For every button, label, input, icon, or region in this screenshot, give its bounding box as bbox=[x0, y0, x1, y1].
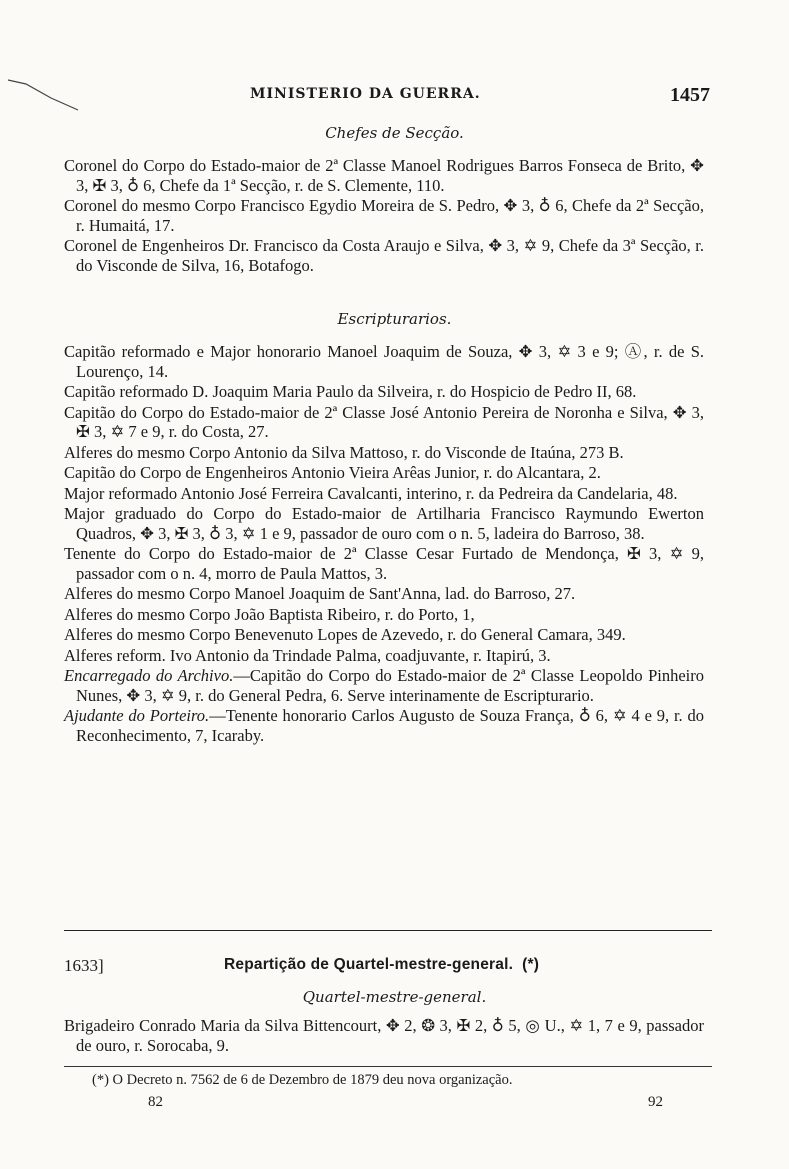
entry-escripturario-5: Capitão do Corpo de Engenheiros Antonio Vieira Arêas Junior, r. do Alcantara, 2. bbox=[64, 463, 601, 482]
porteiro-text: —Tenente honorario Carlos Augusto de Souza França, ♁ 6, ✡ 4 e 9, r. do Reconhecimento, 7, Icaraby. bbox=[76, 706, 705, 745]
margin-pen-mark bbox=[6, 74, 86, 114]
chefes-entries bbox=[64, 156, 704, 276]
entry-escripturario-7: Major graduado do Corpo do Estado-maior de Artilharia Francisco Raymundo Ewerton Quadros, ✥ 3, ✠ 3, ♁ 3, ✡ 1 e 9, passador de ouro com o n. 5, ladeira do Barroso, 38. bbox=[64, 504, 704, 543]
entry-escripturario-12: Alferes reform. Ivo Antonio da Trindade Palma, coadjuvante, r. Itapirú, 3. bbox=[64, 645, 551, 665]
section-note-marker: (*) bbox=[522, 956, 540, 973]
folio-left: 82 bbox=[148, 1094, 163, 1110]
page-number: 1457 bbox=[670, 84, 710, 106]
entry-escripturario-6: Major reformado Antonio José Ferreira Cavalcanti, interino, r. da Pedreira da Candelaria, 48. bbox=[64, 483, 678, 503]
running-header bbox=[250, 86, 710, 110]
entry-escripturario-11: Alferes do mesmo Corpo Benevenuto Lopes de Azevedo, r. do General Camara, 349. bbox=[64, 625, 626, 644]
section-heading-quartel: Quartel-mestre-general. bbox=[302, 988, 487, 1006]
section-heading-escripturarios: Escripturarios. bbox=[337, 310, 452, 328]
quartel-entries bbox=[64, 1016, 704, 1056]
entry-escripturario-8: Tenente do Corpo do Estado-maior de 2ª Classe Cesar Furtado de Mendonça, ✠ 3, ✡ 9, passador com o n. 4, morro de Paula Mattos, 3. bbox=[64, 544, 704, 583]
entry-escripturario-3: Capitão do Corpo do Estado-maior de 2ª Classe José Antonio Pereira de Noronha e Silva, ✥ 3, ✠ 3, ✡ 7 e 9, r. do Costa, 27. bbox=[64, 402, 704, 441]
entry-escripturario-4: Alferes do mesmo Corpo Antonio da Silva Mattoso, r. do Visconde de Itaúna, 273 B. bbox=[64, 442, 624, 462]
section-number: 1633] bbox=[64, 956, 104, 975]
entry-quartel-1: Brigadeiro Conrado Maria da Silva Bittencourt, ✥ 2, ❂ 3, ✠ 2, ♁ 5, ◎ U., ✡ 1, 7 e 9, passador de ouro, r. Sorocaba, 9. bbox=[64, 1016, 704, 1055]
entry-escripturario-1: Capitão reformado e Major honorario Manoel Joaquim de Souza, ✥ 3, ✡ 3 e 9; Ⓐ, r. de S. Lourenço, 14. bbox=[64, 342, 704, 381]
entry-escripturario-10: Alferes do mesmo Corpo João Baptista Ribeiro, r. do Porto, 1, bbox=[64, 604, 475, 624]
footnote: (*) O Decreto n. 7562 de 6 de Dezembro de 1879 deu nova organização. bbox=[92, 1072, 513, 1088]
entry-escripturario-2: Capitão reformado D. Joaquim Maria Paulo da Silveira, r. do Hospicio de Pedro II, 68. bbox=[64, 382, 637, 401]
section-title-text: Repartição de Quartel-mestre-general. bbox=[224, 956, 514, 973]
footnote-rule bbox=[64, 1066, 712, 1067]
running-title: MINISTERIO DA GUERRA. bbox=[250, 86, 481, 102]
section-title-quartel bbox=[224, 956, 539, 974]
entry-escripturario-9: Alferes do mesmo Corpo Manoel Joaquim de Sant'Anna, lad. do Barroso, 27. bbox=[64, 584, 576, 603]
porteiro-lead: Ajudante do Porteiro. bbox=[64, 706, 210, 725]
entry-chefe-3: Coronel de Engenheiros Dr. Francisco da Costa Araujo e Silva, ✥ 3, ✡ 9, Chefe da 3ª Secção, r. do Visconde de Silva, 16, Botafogo. bbox=[64, 236, 704, 275]
entry-porteiro bbox=[64, 706, 704, 745]
entry-archivo bbox=[64, 666, 704, 705]
section-divider bbox=[64, 930, 712, 931]
section-heading-chefes: Chefes de Secção. bbox=[325, 124, 464, 142]
folio-right: 92 bbox=[648, 1094, 663, 1110]
escripturarios-entries bbox=[64, 342, 704, 746]
quartel-section-row bbox=[64, 956, 712, 980]
entry-chefe-2: Coronel do mesmo Corpo Francisco Egydio Moreira de S. Pedro, ✥ 3, ♁ 6, Chefe da 2ª Secção, r. Humaitá, 17. bbox=[64, 196, 704, 235]
archivo-text: —Capitão do Corpo do Estado-maior de 2ª Classe Leopoldo Pinheiro Nunes, ✥ 3, ✡ 9, r. do General Pedra, 6. Serve interinamente de Escripturario. bbox=[76, 666, 704, 705]
archivo-lead: Encarregado do Archivo. bbox=[64, 666, 234, 685]
entry-chefe-1: Coronel do Corpo do Estado-maior de 2ª Classe Manoel Rodrigues Barros Fonseca de Brito, ✥ 3, ✠ 3, ♁ 6, Chefe da 1ª Secção, r. de S. Clemente, 110. bbox=[64, 156, 704, 195]
